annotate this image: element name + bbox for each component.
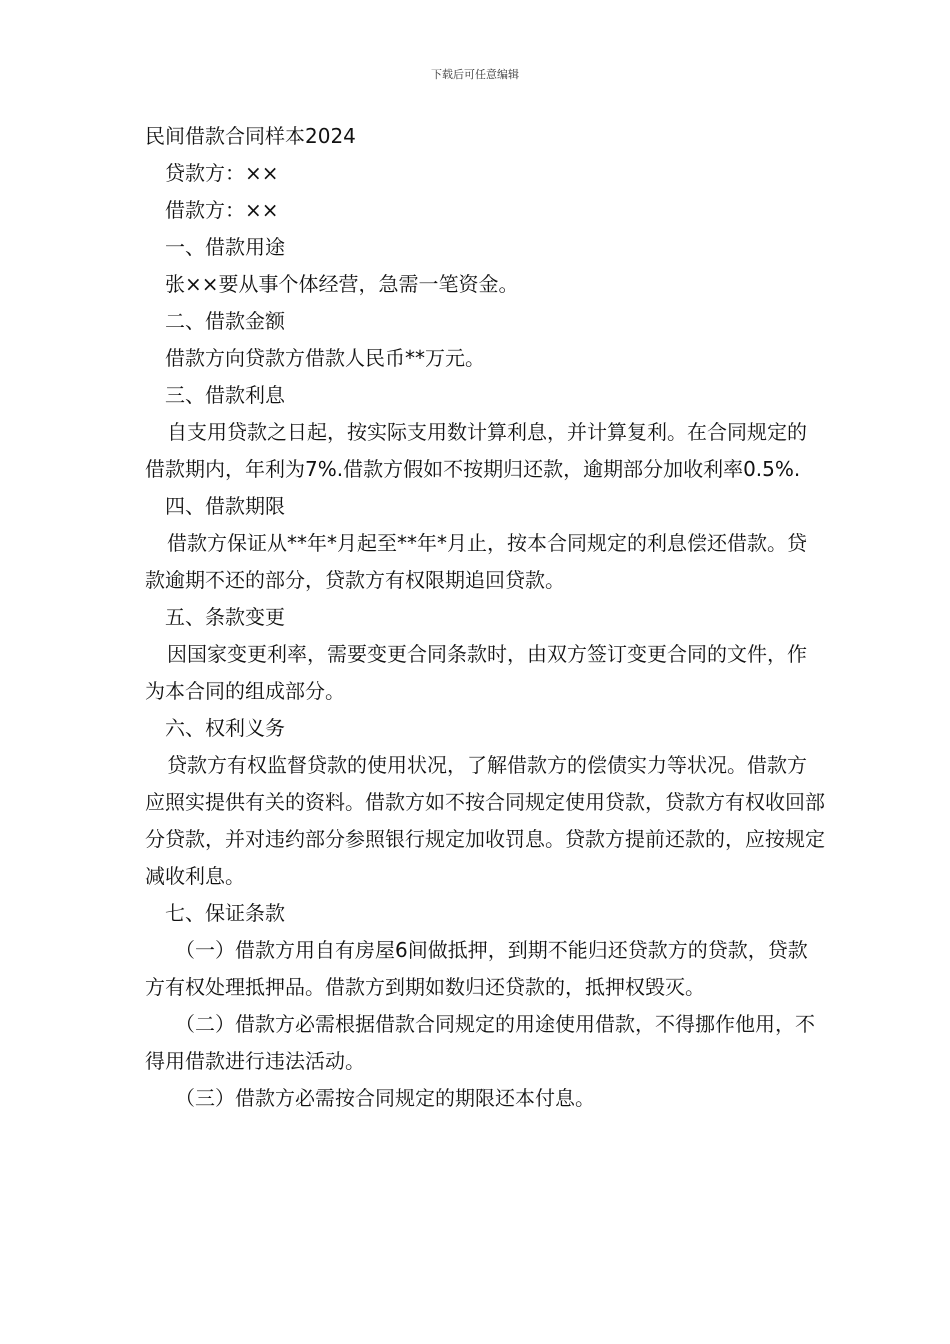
header-note: 下载后可任意编辑 (431, 68, 519, 81)
document-title: 民间借款合同样本2024 (145, 124, 356, 148)
lender-line: 贷款方：×× (165, 161, 279, 185)
section-heading-changes: 五、条款变更 (165, 605, 285, 629)
guarantee-clause-3: （三）借款方必需按合同规定的期限还本付息。 (175, 1086, 595, 1110)
section-text-term: 借款方保证从**年*月起至**年*月止，按本合同规定的利息偿还借款。贷款逾期不还的部分，贷款方有权限期追回贷款。 (145, 531, 807, 592)
section-heading-purpose: 一、借款用途 (165, 235, 285, 259)
borrower-line: 借款方：×× (165, 198, 279, 222)
section-text-amount: 借款方向贷款方借款人民币**万元。 (165, 346, 485, 370)
section-heading-guarantee: 七、保证条款 (165, 901, 285, 925)
guarantee-clause-2: （二）借款方必需根据借款合同规定的用途使用借款，不得挪作他用，不得用借款进行违法活动。 (145, 1012, 815, 1073)
section-heading-term: 四、借款期限 (165, 494, 285, 518)
section-text-interest: 自支用贷款之日起，按实际支用数计算利息，并计算复利。在合同规定的借款期内，年利为7%.借款方假如不按期归还款，逾期部分加收利率0.5%. (145, 420, 807, 481)
section-text-changes: 因国家变更利率，需要变更合同条款时，由双方签订变更合同的文件，作为本合同的组成部分。 (145, 642, 807, 703)
section-heading-amount: 二、借款金额 (165, 309, 285, 333)
contract-body (145, 118, 825, 1117)
section-heading-interest: 三、借款利息 (165, 383, 285, 407)
section-text-purpose: 张××要从事个体经营，急需一笔资金。 (165, 272, 519, 296)
section-text-rights: 贷款方有权监督贷款的使用状况，了解借款方的偿债实力等状况。借款方应照实提供有关的资料。借款方如不按合同规定使用贷款，贷款方有权收回部分贷款，并对违约部分参照银行规定加收罚息。贷款方提前还款的，应按规定减收利息。 (145, 753, 825, 888)
guarantee-clause-1: （一）借款方用自有房屋6间做抵押，到期不能归还贷款方的贷款，贷款方有权处理抵押品。借款方到期如数归还贷款的，抵押权毁灭。 (145, 938, 808, 999)
section-heading-rights: 六、权利义务 (165, 716, 285, 740)
